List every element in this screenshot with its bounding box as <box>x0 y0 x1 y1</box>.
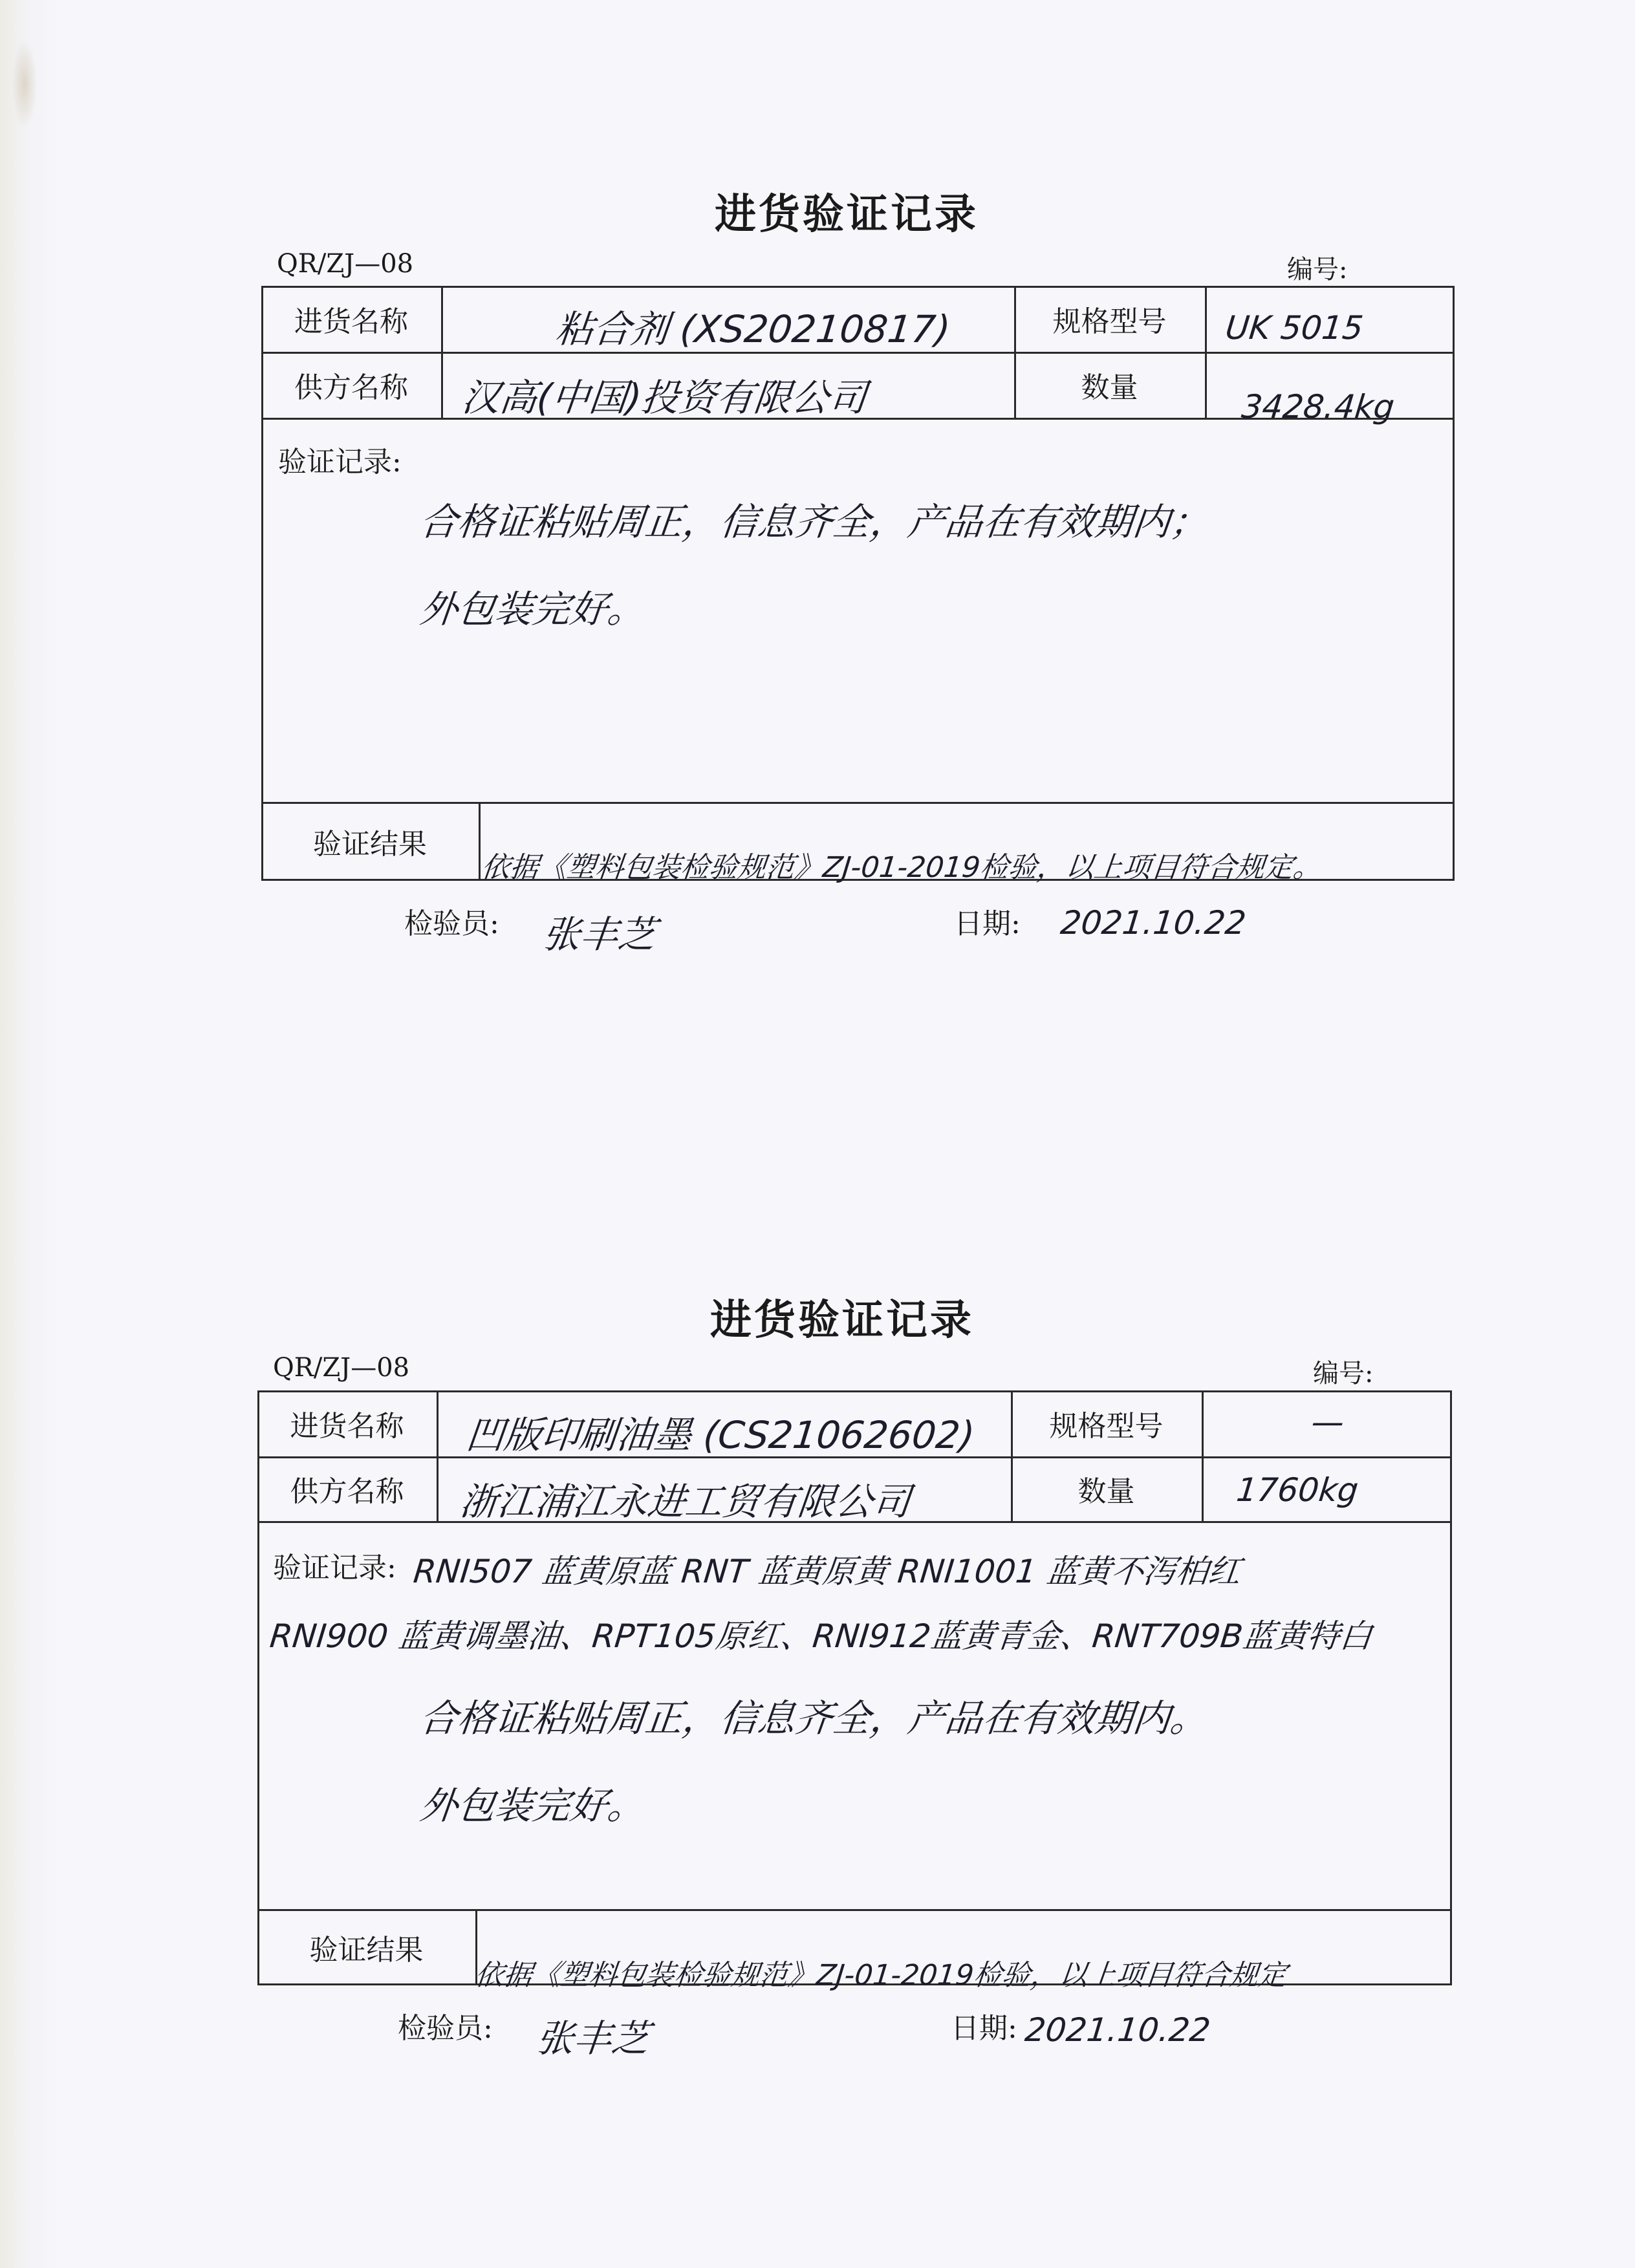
quantity-label: 数量 <box>1081 371 1138 404</box>
record-inline: RNI507 蓝黄原蓝 RNT 蓝黄原黄 RNI1001 蓝黄不泻柏红 <box>411 1553 1243 1590</box>
quantity-value: 3428.4kg <box>1239 388 1396 426</box>
record-line-2: 外包装完好。 <box>417 587 648 631</box>
record-line-1: 合格证粘贴周正，信息齐全，产品在有效期内； <box>417 500 1211 544</box>
inspector-label: 检验员: <box>404 907 499 940</box>
record-label: 验证记录: <box>273 1551 396 1584</box>
record-line-1: RNI900 蓝黄调墨油、RPT105原红、RNI912蓝黄青金、RNT709B蓝黄特白 <box>268 1617 1374 1655</box>
supplier-label: 供方名称 <box>290 1475 404 1508</box>
spec-value: UK 5015 <box>1223 309 1365 347</box>
supplier-value: 浙江浦江永进工贸有限公司 <box>457 1480 913 1524</box>
goods-name-value: 粘合剂 (XS20210817) <box>553 307 953 351</box>
result-value: 依据《塑料包装检验规范》ZJ-01-2019检验，以上项目符合规定 <box>473 1959 1289 1992</box>
verification-form-1 <box>0 0 1635 1099</box>
verification-form-2 <box>0 1099 1635 2268</box>
result-value: 依据《塑料包装检验规范》ZJ-01-2019检验，以上项目符合规定。 <box>479 851 1324 884</box>
goods-name-value: 凹版印刷油墨 (CS21062602) <box>464 1413 977 1457</box>
inspector-signature: 张丰芝 <box>540 913 658 956</box>
date-value: 2021.10.22 <box>1058 904 1248 942</box>
form-title: 进货验证记录 <box>715 190 979 239</box>
supplier-value: 汉高(中国)投资有限公司 <box>459 376 869 420</box>
record-label: 验证记录: <box>278 446 402 479</box>
spec-label: 规格型号 <box>1049 1410 1164 1443</box>
date-value: 2021.10.22 <box>1023 2011 1213 2049</box>
result-label: 验证结果 <box>309 1934 424 1967</box>
record-line-2: 合格证粘贴周正，信息齐全，产品在有效期内。 <box>417 1696 1211 1740</box>
form-title: 进货验证记录 <box>710 1296 974 1345</box>
date-label: 日期: <box>951 2012 1017 2045</box>
date-label: 日期: <box>954 907 1021 940</box>
doc-code: QR/ZJ—08 <box>273 1353 410 1383</box>
inspector-signature: 张丰芝 <box>534 2016 652 2060</box>
spec-label: 规格型号 <box>1052 305 1167 338</box>
record-line-3: 外包装完好。 <box>417 1784 648 1828</box>
serial-number-label: 编号: <box>1313 1359 1374 1388</box>
doc-code: QR/ZJ—08 <box>277 249 414 279</box>
inspector-label: 检验员: <box>398 2012 493 2045</box>
serial-number-label: 编号: <box>1287 255 1348 285</box>
quantity-value: 1760kg <box>1234 1471 1361 1509</box>
quantity-label: 数量 <box>1077 1475 1135 1508</box>
goods-name-label: 进货名称 <box>290 1410 404 1443</box>
supplier-label: 供方名称 <box>294 371 408 404</box>
spec-value: — <box>1309 1403 1347 1441</box>
result-label: 验证结果 <box>313 828 427 861</box>
goods-name-label: 进货名称 <box>294 305 408 338</box>
